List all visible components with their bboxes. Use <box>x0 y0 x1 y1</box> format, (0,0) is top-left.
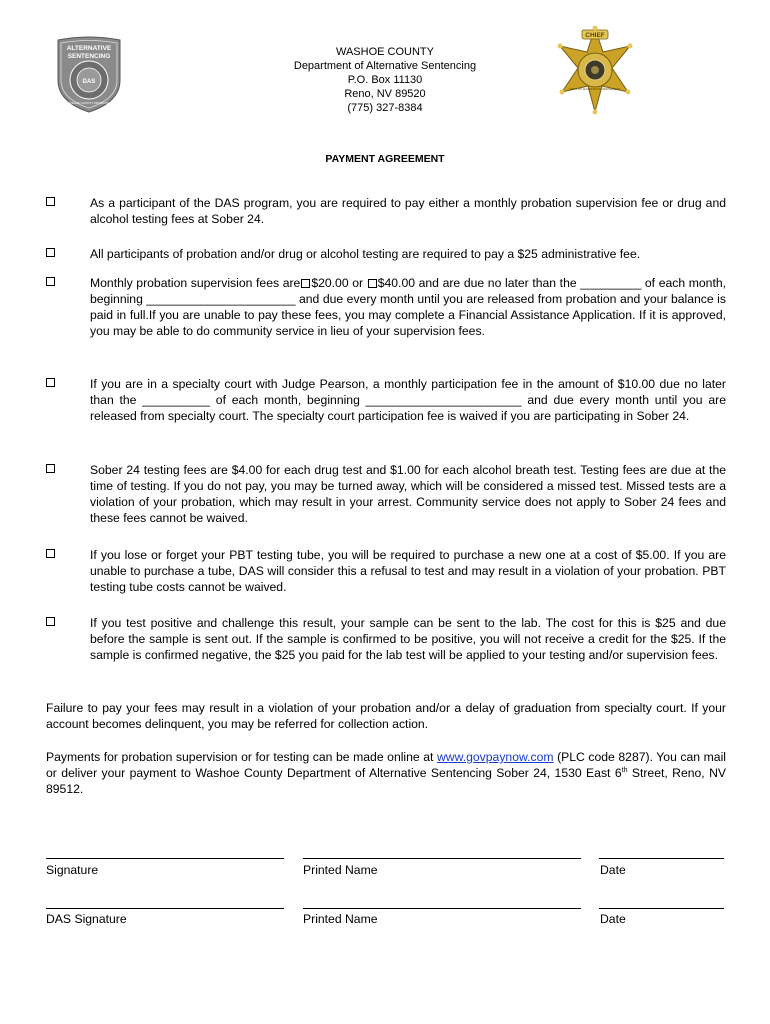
payments-part1: Payments for probation supervision or for testing can be made online at <box>46 750 437 764</box>
item-5-checkbox[interactable] <box>46 464 55 473</box>
badge-left-line2: SENTENCING <box>67 53 111 60</box>
das-signature-label: DAS Signature <box>46 912 127 926</box>
das-signature-line[interactable] <box>46 908 284 909</box>
printed-name-line-2[interactable] <box>303 908 581 909</box>
payments-part3: Street, Reno, NV 89512. <box>46 766 727 796</box>
item-3-part3: $40.00 and are due no later than the _________ of each month, beginning ______________________ and due every month until you are released from probation and your balance is paid in full.If you are unable to pay these fees, you may complete a Financial Assistance Application. If it is approved, you may be able to do community service in lieu of your supervision fees. <box>90 276 727 338</box>
item-1-text: As a participant of the DAS program, you are required to pay either a monthly probation supervision fee or drug and alcohol testing fees at Sober 24. <box>90 196 726 226</box>
item-7-checkbox[interactable] <box>46 617 55 626</box>
item-6-checkbox[interactable] <box>46 549 55 558</box>
header-city: Reno, NV 89520 <box>344 88 426 100</box>
header-department: Department of Alternative Sentencing <box>293 60 477 72</box>
item-4-text: If you are in a specialty court with Judge Pearson, a monthly participation fee in the amount of $10.00 due no later than the __________ of each month, beginning _______________________ and due every month until you are released from specialty court. The specialty court participation fee is waived if you are participating in Sober 24. <box>90 377 726 423</box>
date-label-2: Date <box>600 912 626 926</box>
date-line-2[interactable] <box>599 908 724 909</box>
date-label-1: Date <box>600 863 626 877</box>
badge-right-ring-text: DEPT. OF ALTERNATIVE SENTENCING <box>569 87 621 91</box>
printed-name-line-1[interactable] <box>303 858 581 859</box>
payments-superscript: th <box>621 766 628 774</box>
item-2-text: All participants of probation and/or drug or alcohol testing are required to pay a $25 administrative fee. <box>90 247 641 261</box>
fee-40-checkbox[interactable] <box>368 279 377 288</box>
govpaynow-link[interactable]: www.govpaynow.com <box>437 750 554 764</box>
document-title: PAYMENT AGREEMENT <box>325 153 445 165</box>
date-line-1[interactable] <box>599 858 724 859</box>
failure-to-pay-paragraph: Failure to pay your fees may result in a violation of your probation and/or a delay of graduation from specialty court. If your account becomes delinquent, you may be referred for collection action. <box>46 701 726 731</box>
item-3-part2: $20.00 or <box>311 276 367 290</box>
signature-line[interactable] <box>46 858 284 859</box>
printed-name-label-1: Printed Name <box>303 863 378 877</box>
item-3-checkbox[interactable] <box>46 277 55 286</box>
item-2-checkbox[interactable] <box>46 248 55 257</box>
signature-label: Signature <box>46 863 99 877</box>
agency-address-header <box>200 45 570 115</box>
printed-name-label-2: Printed Name <box>303 912 378 926</box>
item-5-text: Sober 24 testing fees are $4.00 for each drug test and $1.00 for each alcohol breath test. Testing fees are due at the time of testing. If you do not pay, you may be turned away, which will be considered a missed test. Missed tests are a violation of your probation, which may result in your arrest. Community service does not apply to Sober 24 fees and these fees cannot be waived. <box>90 463 726 525</box>
item-7-text: If you test positive and challenge this result, your sample can be sent to the lab. The cost for this is $25 and due before the sample is sent out. If the sample is confirmed to be positive, you will not receive a credit for the $25. If the sample is confirmed negative, the $25 you paid for the lab test will be applied to your testing and/or supervision fees. <box>90 616 726 662</box>
fee-20-checkbox[interactable] <box>301 279 310 288</box>
badge-right-top-text: CHIEF <box>585 32 605 39</box>
item-3-text <box>90 275 726 339</box>
item-1-checkbox[interactable] <box>46 197 55 206</box>
item-4-checkbox[interactable] <box>46 378 55 387</box>
payments-paragraph <box>46 749 726 797</box>
header-phone: (775) 327-8384 <box>347 102 423 114</box>
payments-part2: (PLC code 8287). You can mail or deliver your payment to Washoe County Department of Alternative Sentencing Sober 24, 1530 East 6 <box>46 750 726 780</box>
header-po-box: P.O. Box 11130 <box>347 74 423 86</box>
badge-left-line1: ALTERNATIVE <box>66 45 112 52</box>
alternative-sentencing-badge-logo <box>54 36 124 114</box>
header-county: WASHOE COUNTY <box>336 46 434 58</box>
item-3-part1: Monthly probation supervision fees are <box>90 276 301 290</box>
item-6-text: If you lose or forget your PBT testing tube, you will be required to purchase a new one at a cost of $5.00. If you are unable to purchase a tube, DAS will consider this a refusal to test and may result in a violation of your probation. PBT testing tube costs cannot be waived. <box>90 548 726 594</box>
badge-left-ring-text: WASHOE COUNTY PROBATION <box>66 101 112 105</box>
badge-left-center-text: DAS <box>82 79 96 85</box>
